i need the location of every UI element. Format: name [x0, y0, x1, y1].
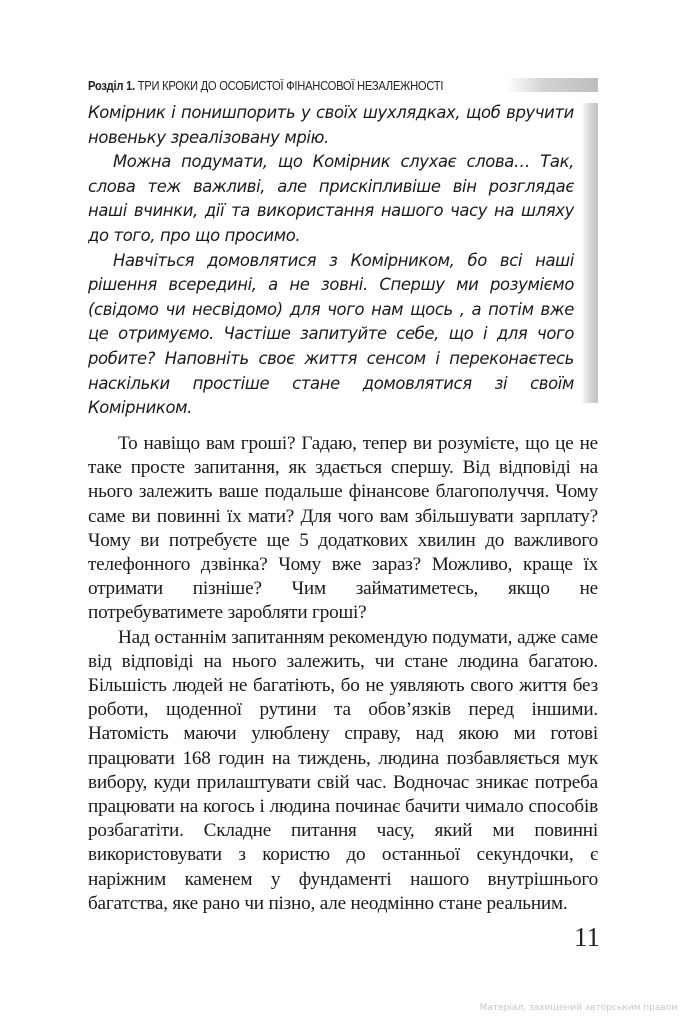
body-paragraph: То навіщо вам гроші? Гадаю, тепер ви розумієте, що це не таке просте запитання, як здається спершу. Від відповіді на нього залежить ваше подальше фінансове благополуччя. Чому саме ви повинні їх мати? Для чого вам збільшувати зарплату? Чому ви потребуєте ще 5 додаткових хвилин до важливого телефонного дзвінка? Чому вже зараз? Можливо, краще їх отримати пізніше? Чим займатиметесь, якщо не потребуватимете заробляти гроші?	[88, 433, 598, 624]
running-header	[88, 76, 598, 94]
copyright-watermark: Матеріал, захищений авторським правом	[479, 1003, 678, 1013]
quote-side-bar	[581, 103, 598, 403]
chapter-title: ТРИ КРОКИ ДО ОСОБИСТОЇ ФІНАНСОВОЇ НЕЗАЛЕЖНОСТІ	[137, 77, 444, 93]
header-gradient-bar	[506, 78, 598, 92]
italic-quote-block	[88, 101, 574, 421]
body-paragraph: Над останнім запитанням рекомендую подумати, адже саме від відповіді на нього залежить, чи стане людина багатою. Більшість людей не багатіють, бо не уявляють свого життя без роботи, щоденної рутини та обов’язків перед іншими. Натомість маючи улюблену справу, над якою ми готові працювати 168 годин на тиждень, людина позбавляється мук вибору, куди прилаштувати свій час. Водночас зникає потреба працювати на когось і людина починає бачити чимало способів розбагатіти. Складне питання часу, який ми повинні використовувати з користю до останньої секундочки, є наріжним каменем у фундаменті нашого внутрішнього багатства, яке рано чи пізно, але неодмінно стане реальним.	[88, 626, 598, 914]
chapter-label: Розділ 1.	[88, 77, 135, 93]
main-text	[88, 432, 598, 916]
running-header-text	[88, 78, 443, 93]
quote-paragraph: Комірник і понишпорить у своїх шухлядках, щоб вручити новеньку зреалізовану мрію.	[88, 103, 574, 147]
quote-paragraph: Можна подумати, що Комірник слухає слова… Так, слова теж важливі, але прискіпливіше він розглядає наші вчинки, дії та використання нашого часу на шляху до того, про що просимо.	[88, 152, 574, 245]
quote-paragraph: Навчіться домовлятися з Комірником, бо всі наші рішення всередині, а не зовні. Спершу ми розуміємо (свідомо чи несвідомо) для чого нам щось , а потім вже це отримуємо. Частіше запитуйте себе, що і для чого робите? Наповніть своє життя сенсом і переконаєтесь наскільки простіше стане домовлятися зі своїм Комірником.	[88, 250, 574, 418]
page-number: 11	[574, 922, 600, 952]
